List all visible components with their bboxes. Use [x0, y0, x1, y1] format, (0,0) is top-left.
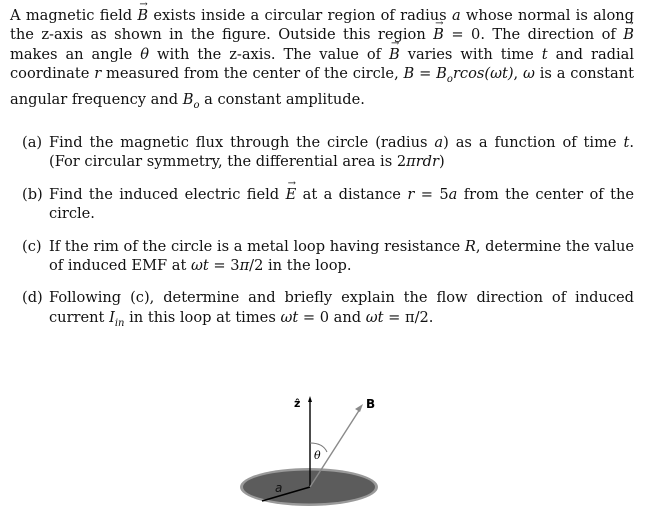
math-a: a	[451, 7, 461, 24]
q-text: = 5	[414, 185, 449, 203]
math-theta: θ	[140, 45, 150, 63]
problem-intro	[10, 6, 634, 115]
radius-label: a	[275, 481, 283, 495]
intro-text: varies with time	[399, 45, 542, 63]
q-text: at a distance	[296, 185, 408, 203]
question-d	[22, 288, 634, 333]
q-math: a	[448, 185, 458, 203]
q-text: . (For circular symmetry, the differential area is 2	[49, 134, 635, 171]
q-text: = 0 and	[298, 308, 366, 326]
z-label: ẑ	[294, 397, 301, 410]
equation-sub: o	[446, 74, 453, 86]
q-math: π	[239, 257, 250, 275]
intro-text: and radial coordinate	[10, 45, 635, 83]
q-math: t	[623, 134, 630, 151]
intro-text: measured from the center of the circle,	[101, 65, 404, 83]
equation-B: B = B	[403, 65, 447, 83]
q-math: R	[464, 237, 476, 255]
intro-text: A magnetic field	[10, 7, 138, 24]
q-text: = 3	[208, 257, 240, 275]
q-text: Find the magnetic flux through the circle (radius	[49, 134, 435, 151]
q-math: r	[407, 185, 415, 203]
question-text	[49, 237, 634, 276]
intro-text: = 0. The direction of	[443, 26, 624, 44]
intro-text: exists inside a circular region of radius	[148, 7, 452, 24]
b-arrowhead-icon	[355, 404, 363, 412]
vector-B: → B	[433, 25, 444, 44]
b-label: B	[366, 397, 376, 411]
intro-text: whose normal is along the z-axis as shown in the figure. Outside this region	[10, 7, 634, 44]
q-text: = π/2.	[383, 308, 434, 326]
math-t: t	[541, 45, 548, 63]
intro-text: makes an angle	[10, 45, 141, 63]
q-text: )	[439, 153, 445, 171]
vector-B: → B	[137, 6, 148, 25]
question-b	[22, 185, 634, 224]
question-text	[49, 288, 634, 333]
q-text: Following (c), determine and briefly explain the flow direction of induced current	[49, 289, 634, 326]
math-r: r	[94, 65, 102, 83]
question-label: (d)	[22, 289, 43, 307]
q-math: I	[109, 308, 115, 326]
z-arrowhead-icon	[308, 396, 312, 402]
q-text: ) as a function of time	[443, 134, 624, 151]
q-math: πrdr	[406, 153, 439, 171]
question-text	[49, 185, 634, 224]
question-label: (c)	[22, 237, 42, 255]
question-a	[22, 133, 634, 172]
intro-text: is a constant angular frequency and	[10, 65, 634, 108]
q-math: ωt	[280, 308, 299, 326]
math-Bo: B	[182, 90, 194, 108]
vector-E: → E	[286, 185, 297, 204]
q-text: , determine the value of induced EMF at	[49, 237, 635, 275]
question-label: (a)	[22, 134, 43, 151]
q-text: from the center of the circle.	[49, 185, 634, 223]
intro-text: ,	[513, 65, 524, 83]
vector-B: → B	[389, 45, 400, 64]
question-list	[22, 133, 634, 346]
q-text: If the rim of the circle is a metal loop having resistance	[49, 237, 465, 255]
q-math: a	[434, 134, 444, 151]
math-omega: ω	[523, 65, 535, 83]
q-math-sub: in	[114, 317, 125, 329]
theta-label: θ	[314, 449, 321, 462]
magnetic-field-figure	[230, 385, 400, 515]
question-c	[22, 237, 634, 276]
q-text: Find the induced electric field	[49, 185, 286, 203]
vector-B: → B	[623, 25, 634, 44]
q-math: ωt	[191, 257, 209, 275]
intro-text: with the z-axis. The value of	[149, 45, 390, 63]
question-text	[49, 133, 634, 172]
question-label: (b)	[22, 185, 43, 203]
q-text: in this loop at times	[124, 308, 281, 326]
q-math: ωt	[365, 308, 384, 326]
q-text: /2 in the loop.	[249, 257, 352, 275]
intro-text: a constant amplitude.	[199, 90, 365, 108]
equation-rest: rcos(ωt)	[452, 65, 514, 83]
math-Bo-sub: o	[193, 99, 200, 111]
